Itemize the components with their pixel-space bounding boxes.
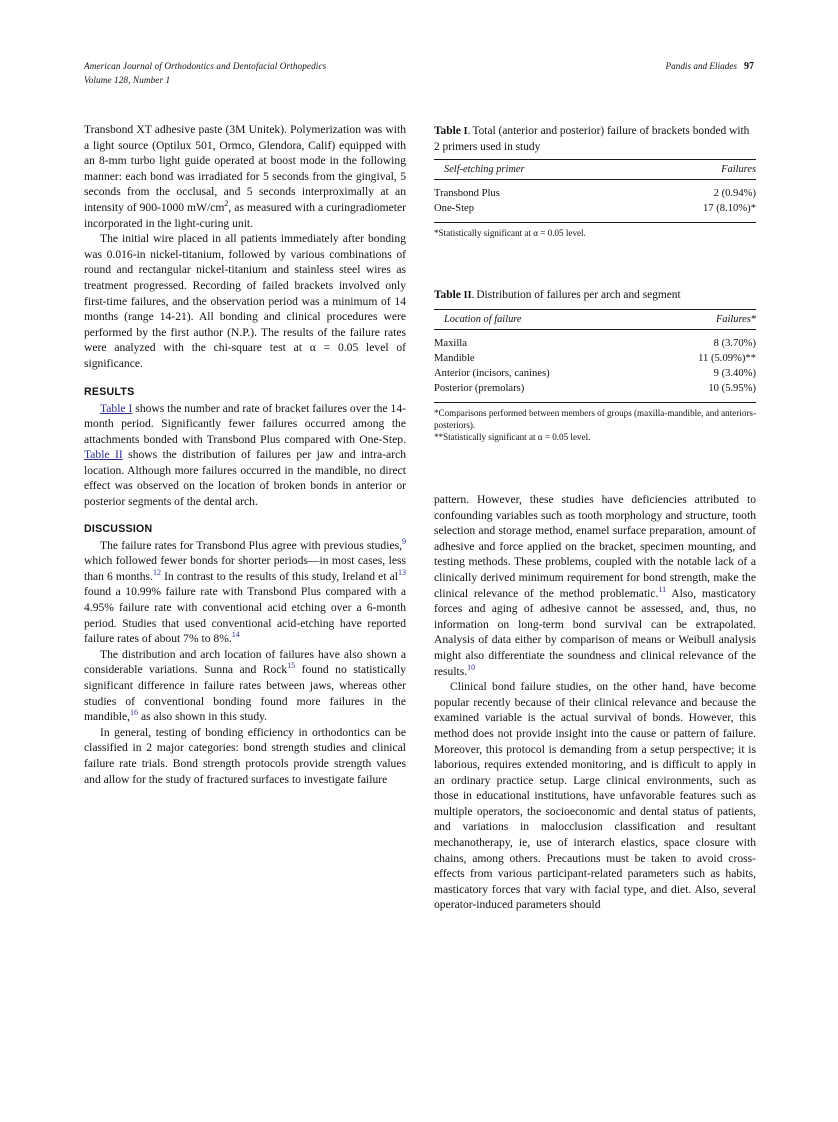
journal-title: American Journal of Orthodontics and Dentofacial Orthopedics	[84, 61, 327, 71]
table-2-cell-location: Maxilla	[434, 337, 467, 349]
disc-text-2c: as also shown in this study.	[138, 710, 268, 724]
citation-ref-15[interactable]: 15	[287, 661, 296, 671]
table-2-cell-failures: 10 (5.95%)	[708, 382, 756, 394]
citation-ref-14[interactable]: 14	[231, 630, 240, 640]
table-2-label: Table	[434, 289, 461, 301]
right-text-1b: Also, masticatory forces and aging of adhesive cannot be assessed, and, thus, no information on long-term bond survival can be extrapolated. Analysis of data either by comparison of means or Weibull analysis might also differentiate the soundness and clinical relevance of the results.	[434, 586, 757, 678]
journal-title-block	[84, 60, 326, 87]
paragraph-discussion-2	[84, 647, 406, 725]
table-1	[434, 124, 756, 240]
paragraph-right-2: Clinical bond failure studies, on the other hand, have become popular recently because of their clinical relevance and because the examined variable is the actual survival of bonds. However, this method does not provide insight into the cause or pattern of failure. Moreover, this protocol is demanding from a setup perspective; it is laborious, requires extended monitoring, and is difficult to apply in an ordinary practice setup. Large clinical environments, such as those in educational institutions, have unfavorable features such as multiple operators, the socioeconomic and dental status of patients, and variations in malocclusion classification and resultant mechanotherapy, ie, use of interarch elastics, space closure with chains, among others. Precautions must be taken to avoid cross-effects from various participant-related parameters such as habits, masticatory forces that vary with facial type, and diet. Also, several operator-induced parameters should	[434, 680, 756, 912]
heading-discussion: DISCUSSION	[84, 522, 153, 535]
table-1-col-header-failures: Failures	[721, 164, 756, 176]
paragraph-discussion-1	[84, 538, 406, 647]
table-2-title: Distribution of failures per arch and segment	[476, 289, 681, 301]
superscript-squared: 2	[224, 199, 229, 209]
table-2-body	[434, 329, 756, 402]
page-number: 97	[744, 61, 754, 72]
table-2-col-header-location: Location of failure	[444, 313, 522, 325]
running-head-authors: Pandis and Eliades	[665, 61, 737, 71]
table-1-cell-location: One-Step	[434, 203, 475, 215]
paragraph-methods-wires: The initial wire placed in all patients immediately after bonding was 0.016-in nickel-titanium, followed by various combinations of round and rectangular nickel-titanium and stainless steel wires as treatment progressed. Recording of failed brackets involved only first-time failures, and the observation period was a minimum of 14 months (range 14-21). All bonding and clinical procedures were performed by the first author (N.P.). The results of the failure rates were analyzed with the chi-square test at α = 0.05 level of significance.	[84, 232, 406, 370]
table-2-header-row	[434, 309, 756, 329]
table-row	[434, 329, 756, 352]
running-head-right	[666, 60, 754, 74]
disc-text-1b: which followed fewer bonds for shorter periods—in most cases, less than 6 months.	[84, 554, 406, 583]
disc-text-2a: The distribution and arch location of failures have also shown a considerable variations. Sunna and Rock	[84, 647, 406, 677]
table-2	[434, 288, 756, 444]
table-1-header-row	[434, 160, 756, 180]
table-2-head	[434, 309, 756, 329]
running-head	[84, 60, 754, 94]
table-1-footnotes	[434, 222, 756, 239]
table-row	[434, 382, 756, 402]
table-1-number: I	[463, 126, 468, 137]
table-2-footnote-2: **Statistically significant at α = 0.05 level.	[434, 432, 591, 443]
table-2-cell-failures: 9 (3.40%)	[713, 367, 756, 379]
paragraph-right-1	[434, 492, 756, 679]
table-2-caption: Table II. Distribution of failures per arch and segment	[434, 289, 681, 301]
table-1-title: Total (anterior and posterior) failure of brackets bonded with 2 primers used in study	[434, 125, 750, 153]
right-column	[434, 492, 756, 913]
paragraph-results	[84, 401, 406, 510]
journal-volume-issue: Volume 128, Number 1	[84, 74, 171, 85]
table-row	[434, 367, 756, 382]
table-1-cell-location: Transbond Plus	[434, 188, 500, 200]
results-text-2: shows the distribution of failures per jaw and intra-arch location. Although more failures occurred in the mandible, no direct effect was observed on the location of broken bonds in anterior or posterior segments of the dental arch.	[84, 448, 407, 509]
table-1-cell-failures: 17 (8.10%)*	[703, 203, 756, 215]
link-table-2[interactable]: Table II	[84, 448, 123, 462]
table-1-caption: Table I. Total (anterior and posterior) failure of brackets bonded with 2 primers used in study	[434, 125, 750, 153]
citation-ref-16[interactable]: 16	[130, 708, 139, 718]
citation-ref-10[interactable]: 10	[467, 662, 476, 672]
table-2-cell-failures: 8 (3.70%)	[713, 337, 756, 349]
table-1-label: Table	[434, 125, 461, 137]
disc-text-1c: In contrast to the results of this study, Ireland et al	[160, 569, 398, 583]
table-1-col-header-primer: Self-etching primer	[444, 164, 525, 176]
table-1-footnote: *Statistically significant at α = 0.05 level.	[434, 228, 586, 239]
citation-ref-11[interactable]: 11	[658, 584, 667, 594]
link-table-1[interactable]: Table I	[100, 401, 133, 415]
citation-ref-9[interactable]: 9	[402, 536, 406, 546]
table-row	[434, 180, 756, 203]
table-2-footnote-1: *Comparisons performed between members of groups (maxilla-mandible, and anteriors-posteriors).	[434, 407, 756, 430]
table-2-cell-location: Posterior (premolars)	[434, 382, 525, 394]
table-1-head	[434, 160, 756, 180]
heading-results: RESULTS	[84, 385, 135, 398]
disc-text-1a: The failure rates for Transbond Plus agree with previous studies,	[100, 538, 402, 552]
table-2-footnotes	[434, 402, 756, 444]
table-1-body	[434, 180, 756, 223]
table-2-cell-failures: 11 (5.09%)**	[698, 352, 756, 364]
right-text-1a: pattern. However, these studies have deficiencies attributed to confounding variables such as tooth morphology and structure, tooth selection and storage method, enamel surface preparation, amount of adhesive and force applied on the bracket, specimen mounting, and testing methods. These problems, coupled with the notable lack of a clinically derived minimum requirement for bond strength, make the clinical relevance of the method problematic.	[434, 493, 756, 600]
results-text-1: shows the number and rate of bracket failures over the 14-month period. Significantly fewer failures occurred among the attachments bonded with Transbond Plus compared with One-Step.	[84, 401, 406, 446]
paragraph-text-cont: , as measured with a curingradiometer incorporated in the light-curing unit.	[84, 200, 407, 230]
citation-ref-12[interactable]: 12	[152, 567, 161, 577]
table-2-number: II	[463, 290, 472, 301]
paragraph-text: Transbond XT adhesive paste (3M Unitek). Polymerization was with a light source (Optilux 501, Ormco, Glendora, Calif) equipped with an 8-mm turbo light guide operated at boost mode in the following manner: each bond was irradiated for 5 seconds from the gingival, 5 seconds from the occlusal, and 5 seconds interproximally at an intensity of 900-1000 mW/cm	[84, 123, 406, 214]
table-1-grid	[434, 159, 756, 222]
left-column	[84, 122, 406, 787]
table-row	[434, 352, 756, 367]
table-1-cell-failures: 2 (0.94%)	[713, 188, 756, 200]
citation-ref-13[interactable]: 13	[398, 567, 406, 577]
table-row	[434, 202, 756, 222]
table-2-grid	[434, 309, 756, 402]
table-2-cell-location: Mandible	[434, 352, 475, 364]
table-2-col-header-failures: Failures*	[715, 313, 756, 325]
table-2-cell-location: Anterior (incisors, canines)	[434, 367, 550, 379]
disc-text-2b: found no statistically significant difference in failure rates between jaws, whereas other studies of conventional bonding found more failures in the mandible,	[84, 663, 406, 724]
paragraph-discussion-3: In general, testing of bonding efficiency in orthodontics can be classified in 2 major categories: bond strength studies and clinical failure rate trials. Bond strength protocols provide strength values and allow for the study of fractured surfaces to investigate failure	[84, 725, 406, 786]
paragraph-methods-polymerization	[84, 122, 406, 231]
disc-text-1d: found a 10.99% failure rate with Transbond Plus compared with a 4.95% failure rate with conventional acid etching over a 6-month period. Studies that used conventional acid-etching have reported failure rates of about 7% to 8%.	[84, 585, 406, 646]
